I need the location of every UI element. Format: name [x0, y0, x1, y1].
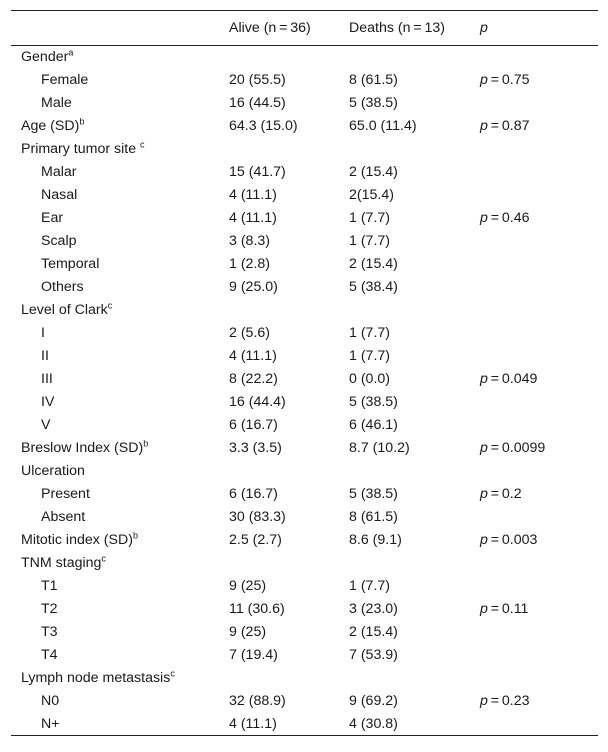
footnote-marker: c [170, 668, 175, 679]
row-sublabel [11, 621, 229, 644]
header-empty [11, 11, 229, 46]
table-row [11, 345, 598, 368]
p-value-text: = 0.87 [487, 118, 530, 134]
row-sublabel [11, 391, 229, 414]
p-symbol: p [480, 486, 488, 502]
footnote-marker: b [132, 530, 138, 541]
cell-deaths: 8.7 (10.2) [349, 440, 410, 456]
cell-p-value [480, 391, 598, 414]
cell-p-value [480, 552, 598, 575]
cell-deaths: 8 (61.5) [349, 72, 398, 88]
row-label-text: Female [41, 72, 89, 88]
table-row [11, 575, 598, 598]
row-sublabel [11, 713, 229, 736]
cell-deaths: 1 (7.7) [349, 233, 391, 249]
table-row [11, 368, 598, 391]
cell-alive: 20 (55.5) [229, 72, 286, 88]
cell-deaths: 1 (7.7) [349, 325, 391, 341]
row-sublabel [11, 161, 229, 184]
row-sublabel [11, 483, 229, 506]
table-row [11, 391, 598, 414]
table-row [11, 460, 598, 483]
p-symbol: p [480, 693, 488, 709]
table-row [11, 506, 598, 529]
table-row [11, 207, 598, 230]
row-group-label [11, 529, 229, 552]
footnote-marker: c [107, 300, 113, 311]
p-symbol: p [480, 440, 488, 456]
table-row [11, 322, 598, 345]
row-label-text: Mitotic index (SD) [21, 532, 133, 548]
row-sublabel [11, 575, 229, 598]
cell-deaths [349, 46, 480, 69]
row-group-label [11, 115, 229, 138]
table-row [11, 437, 598, 460]
row-sublabel [11, 230, 229, 253]
table-row [11, 230, 598, 253]
p-symbol: p [480, 72, 488, 88]
footnote-marker: a [68, 47, 74, 58]
row-label-text: T2 [41, 601, 58, 617]
row-label-text: Absent [41, 509, 86, 525]
cell-deaths: 6 (46.1) [349, 417, 398, 433]
data-table [11, 10, 598, 736]
p-value-text: = 0.75 [487, 72, 530, 88]
header-alive: Alive (n = 36) [229, 11, 349, 46]
cell-deaths: 2 (15.4) [349, 624, 398, 640]
cell-p-value [480, 46, 598, 69]
cell-alive [229, 460, 349, 483]
footnote-marker: b [79, 116, 85, 127]
p-symbol: p [480, 601, 488, 617]
row-label-text: Scalp [41, 233, 77, 249]
cell-alive: 9 (25) [229, 578, 267, 594]
cell-deaths: 65.0 (11.4) [349, 118, 417, 134]
row-sublabel [11, 322, 229, 345]
cell-alive: 4 (11.1) [229, 348, 277, 364]
table-row [11, 69, 598, 92]
cell-alive: 16 (44.5) [229, 95, 286, 111]
cell-p-value [480, 184, 598, 207]
cell-p-value [480, 322, 598, 345]
row-label-text: Nasal [41, 187, 78, 203]
row-sublabel [11, 92, 229, 115]
cell-p-value [480, 368, 598, 391]
p-value-text: = 0.11 [487, 601, 529, 617]
cell-p-value [480, 253, 598, 276]
table-row [11, 115, 598, 138]
table-row [11, 667, 598, 690]
cell-alive: 2 (5.6) [229, 325, 271, 341]
row-sublabel [11, 414, 229, 437]
row-label-text: V [41, 417, 51, 433]
cell-deaths: 5 (38.5) [349, 486, 398, 502]
row-sublabel [11, 253, 229, 276]
cell-alive: 9 (25) [229, 624, 267, 640]
table-row [11, 253, 598, 276]
row-label-text: IV [41, 394, 55, 410]
row-label-text: Malar [41, 164, 77, 180]
row-sublabel [11, 184, 229, 207]
cell-alive: 11 (30.6) [229, 601, 285, 617]
row-label-text: T1 [41, 578, 58, 594]
cell-p-value [480, 483, 598, 506]
row-label-text: Breslow Index (SD) [21, 440, 144, 456]
table-row [11, 483, 598, 506]
cell-deaths: 5 (38.5) [349, 95, 398, 111]
cell-deaths [349, 460, 480, 483]
cell-p-value [480, 621, 598, 644]
p-value-text: = 0.003 [487, 532, 538, 548]
cell-alive: 32 (88.9) [229, 693, 286, 709]
row-sublabel [11, 276, 229, 299]
row-label-text: Ear [41, 210, 64, 226]
cell-alive [229, 667, 349, 690]
cell-p-value [480, 69, 598, 92]
table-row [11, 46, 598, 69]
p-value-text: = 0.0099 [487, 440, 546, 456]
row-label-text: Male [41, 95, 72, 111]
row-label-text: Gender [21, 49, 69, 66]
row-label-text: T3 [41, 624, 58, 640]
cell-p-value [480, 115, 598, 138]
p-value-text: = 0.2 [487, 486, 522, 502]
table-body [11, 46, 598, 736]
cell-p-value [480, 92, 598, 115]
cell-alive: 3.3 (3.5) [229, 440, 282, 456]
table-row [11, 713, 598, 736]
cell-alive: 15 (41.7) [229, 164, 286, 180]
cell-p-value [480, 690, 598, 713]
cell-deaths [349, 138, 480, 161]
row-sublabel [11, 368, 229, 391]
cell-p-value [480, 161, 598, 184]
row-label-text: II [41, 348, 49, 364]
row-label-text: TNM staging [21, 555, 102, 571]
cell-alive [229, 138, 349, 161]
cell-deaths: 1 (7.7) [349, 348, 391, 364]
table-container [11, 10, 598, 736]
row-label-text: Temporal [41, 256, 100, 272]
cell-alive: 6 (16.7) [229, 486, 278, 502]
p-symbol: p [480, 210, 488, 226]
cell-alive: 64.3 (15.0) [229, 118, 298, 134]
cell-deaths: 3 (23.0) [349, 601, 398, 617]
cell-p-value [480, 414, 598, 437]
row-group-label [11, 46, 229, 69]
table-row [11, 621, 598, 644]
cell-p-value [480, 529, 598, 552]
cell-alive: 4 (11.1) [229, 187, 277, 203]
row-label-text: Others [41, 279, 84, 295]
cell-deaths: 5 (38.4) [349, 279, 398, 295]
cell-deaths: 9 (69.2) [349, 693, 398, 709]
cell-p-value [480, 667, 598, 690]
cell-p-value [480, 138, 598, 161]
row-label-text: Age (SD) [21, 118, 80, 134]
header-p: p [480, 11, 598, 46]
table-row [11, 414, 598, 437]
cell-alive [229, 552, 349, 575]
cell-deaths: 5 (38.5) [349, 394, 398, 410]
table-row [11, 552, 598, 575]
cell-deaths: 7 (53.9) [349, 647, 398, 663]
row-label-text: N+ [41, 715, 60, 732]
cell-alive: 4 (11.1) [229, 210, 277, 226]
row-sublabel [11, 598, 229, 621]
row-label-text: I [41, 325, 45, 341]
cell-deaths: 1 (7.7) [349, 578, 391, 594]
p-value-text: = 0.23 [487, 693, 530, 709]
cell-deaths: 2(15.4) [349, 187, 394, 203]
p-symbol: p [480, 532, 488, 548]
table-row [11, 598, 598, 621]
row-sublabel [11, 345, 229, 368]
row-label-text: Level of Clark [21, 302, 108, 318]
cell-alive: 9 (25.0) [229, 279, 278, 295]
cell-alive: 30 (83.3) [229, 509, 286, 525]
cell-alive: 3 (8.3) [229, 233, 271, 249]
cell-alive [229, 46, 349, 69]
table-row [11, 161, 598, 184]
cell-deaths [349, 552, 480, 575]
header-row [11, 11, 598, 46]
table-row [11, 299, 598, 322]
header-deaths: Deaths (n = 13) [349, 11, 480, 46]
table-row [11, 138, 598, 161]
cell-alive: 4 (11.1) [229, 713, 349, 736]
cell-alive: 8 (22.2) [229, 371, 278, 387]
p-symbol: p [480, 371, 488, 387]
p-value-text: = 0.46 [487, 210, 530, 226]
footnote-marker: c [101, 553, 106, 564]
row-sublabel [11, 207, 229, 230]
row-group-label [11, 552, 229, 575]
row-sublabel [11, 690, 229, 713]
cell-p-value [480, 345, 598, 368]
footnote-marker: b [143, 438, 149, 449]
table-row [11, 276, 598, 299]
row-label-text: Lymph node metastasis [21, 670, 171, 686]
row-label-text: Present [41, 486, 90, 502]
cell-deaths: 2 (15.4) [349, 164, 398, 180]
row-sublabel [11, 69, 229, 92]
cell-p-value [480, 644, 598, 667]
table-row [11, 529, 598, 552]
row-label-text: Primary tumor site [21, 141, 141, 157]
row-group-label [11, 138, 229, 161]
cell-deaths: 4 (30.8) [349, 713, 480, 736]
row-sublabel [11, 644, 229, 667]
row-label-text: N0 [41, 693, 60, 709]
cell-alive: 6 (16.7) [229, 417, 278, 433]
row-group-label [11, 437, 229, 460]
table-row [11, 184, 598, 207]
cell-alive: 1 (2.8) [229, 256, 271, 272]
table-row [11, 690, 598, 713]
row-label-text: III [41, 371, 53, 387]
cell-alive: 7 (19.4) [229, 647, 278, 663]
cell-p-value [480, 575, 598, 598]
table-row [11, 92, 598, 115]
cell-p-value [480, 598, 598, 621]
cell-p-value [480, 299, 598, 322]
cell-alive: 16 (44.4) [229, 394, 286, 410]
cell-p-value [480, 506, 598, 529]
table-header [11, 11, 598, 46]
cell-p-value [480, 437, 598, 460]
cell-p-value [480, 276, 598, 299]
row-label-text: T4 [41, 647, 58, 663]
row-sublabel [11, 506, 229, 529]
row-group-label [11, 299, 229, 322]
p-symbol: p [480, 118, 488, 134]
footnote-marker: c [140, 139, 145, 150]
cell-alive: 2.5 (2.7) [229, 532, 282, 548]
cell-deaths: 0 (0.0) [349, 371, 391, 387]
cell-deaths: 8 (61.5) [349, 509, 398, 525]
cell-deaths: 8.6 (9.1) [349, 532, 402, 548]
cell-deaths [349, 667, 480, 690]
table-row [11, 644, 598, 667]
p-value-text: = 0.049 [487, 371, 538, 387]
cell-deaths: 2 (15.4) [349, 256, 398, 272]
cell-deaths [349, 299, 480, 322]
cell-p-value [480, 713, 598, 736]
row-label-text: Ulceration [21, 463, 85, 479]
row-group-label [11, 460, 229, 483]
cell-p-value [480, 207, 598, 230]
cell-p-value [480, 230, 598, 253]
cell-p-value [480, 460, 598, 483]
row-group-label [11, 667, 229, 690]
cell-deaths: 1 (7.7) [349, 210, 391, 226]
cell-alive [229, 299, 349, 322]
